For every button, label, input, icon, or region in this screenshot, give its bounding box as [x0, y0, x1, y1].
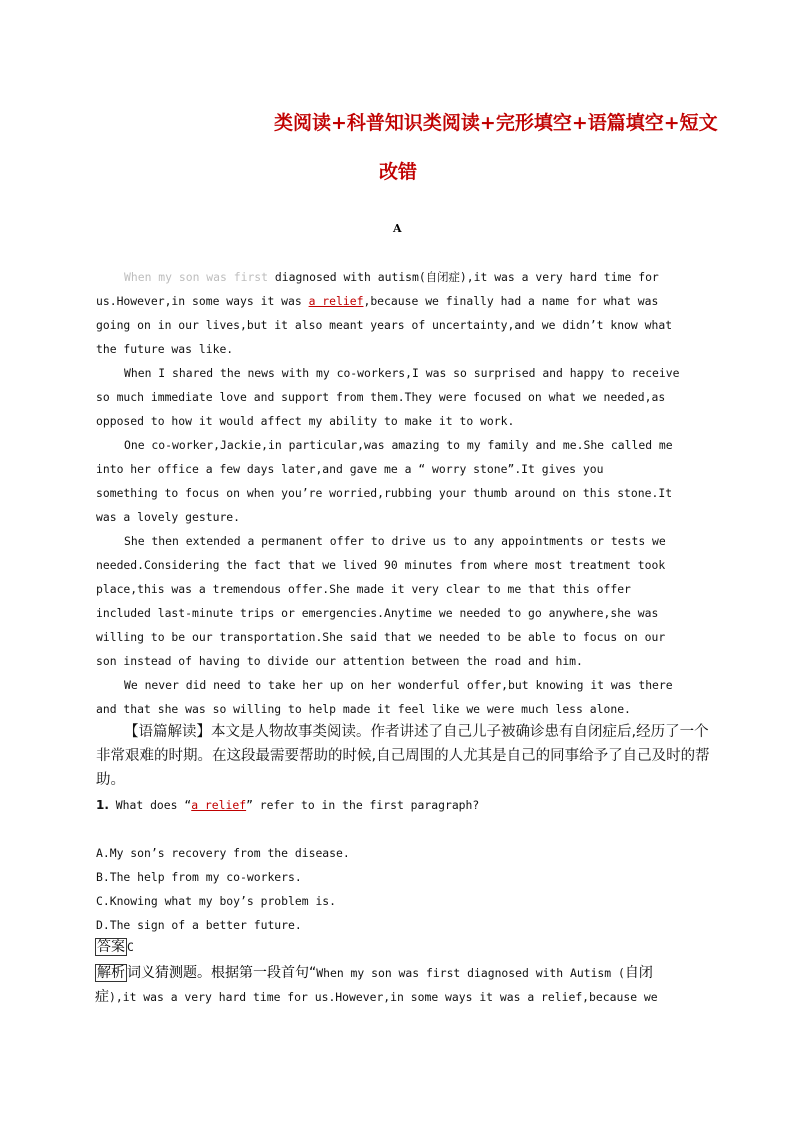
analysis-line: 助。 [96, 772, 125, 788]
paragraph-line: needed.Considering the fact that we lived 90 minutes from where most treatment took [96, 558, 666, 572]
paragraph-line: the future was like. [96, 342, 234, 356]
passage-paragraph-2 [96, 361, 696, 433]
paragraph-line: opposed to how it would affect my ability to make it to work. [96, 414, 515, 428]
answer-value: C [127, 940, 134, 954]
title-text: 类阅读+科普知识类阅读+完形填空+语篇填空+短文 [274, 112, 718, 134]
document-title-line-1 [274, 108, 718, 135]
paragraph-line: so much immediate love and support from them.They were focused on what we needed,as [96, 390, 666, 404]
passage-paragraph-3 [96, 433, 696, 529]
analysis-line: 非常艰难的时期。在这段最需要帮助的时候,自己周围的人尤其是自己的同事给予了自己及时的帮 [96, 748, 710, 764]
passage-paragraph-5 [96, 673, 696, 721]
answer-label: 答案 [97, 939, 125, 955]
paragraph-line: One co-worker,Jackie,in particular,was amazing to my family and me.She called me [124, 438, 673, 452]
explanation-line: 症),it was a very hard time for us.However,in some ways it was a relief,because we [95, 989, 658, 1005]
paragraph-line: son instead of having to divide our attention between the road and him. [96, 654, 583, 668]
paragraph-line: place,this was a tremendous offer.She made it very clear to me that this offer [96, 582, 631, 596]
paragraph-line: us.However,in some ways it was a relief,because we finally had a name for what was [96, 294, 659, 308]
explanation [95, 961, 695, 1009]
paragraph-line: We never did need to take her up on her wonderful offer,but knowing it was there [124, 678, 673, 692]
paragraph-line: willing to be our transportation.She said that we needed to be able to focus on our [96, 630, 666, 644]
paragraph-line: and that she was so willing to help made it feel like we were much less alone. [96, 702, 631, 716]
explanation-line: 解析 词义猜测题。根据第一段首句“When my son was first diagnosed with Autism (自闭 [97, 965, 653, 981]
question-highlight: a relief [191, 798, 247, 812]
question-number: 1. [96, 798, 109, 812]
analysis-line: 【语篇解读】本文是人物故事类阅读。作者讲述了自己儿子被确诊患有自闭症后,经历了一个 [124, 724, 709, 740]
section-label: A [393, 222, 402, 235]
paragraph-line: included last-minute trips or emergencies.Anytime we needed to go anywhere,she was [96, 606, 659, 620]
passage-paragraph-4 [96, 529, 696, 673]
document-title-line-2: 改错 [379, 161, 418, 183]
paragraph-line: into her office a few days later,and gave me a “ worry stone”.It gives you [96, 462, 604, 476]
paragraph-line: When I shared the news with my co-workers,I was so surprised and happy to receive [124, 366, 680, 380]
option-d[interactable]: D.The sign of a better future. [96, 918, 302, 932]
option-c[interactable]: C.Knowing what my boy’s problem is. [96, 894, 337, 908]
explanation-label: 解析 [97, 965, 125, 981]
passage-paragraph-1 [96, 265, 696, 361]
option-b[interactable]: B.The help from my co-workers. [96, 870, 302, 884]
highlighted-phrase: a relief [308, 294, 364, 308]
passage-analysis [96, 720, 710, 792]
paragraph-line: was a lovely gesture. [96, 510, 241, 524]
paragraph-line: When my son was first diagnosed with autism(自闭症),it was a very hard time for [124, 270, 659, 284]
option-a[interactable]: A.My son’s recovery from the disease. [96, 846, 350, 860]
paragraph-line: going on in our lives,but it also meant years of uncertainty,and we didn’t know what [96, 318, 673, 332]
paragraph-line: something to focus on when you’re worried,rubbing your thumb around on this stone.It [96, 486, 673, 500]
paragraph-line: She then extended a permanent offer to drive us to any appointments or tests we [124, 534, 666, 548]
answer-row [95, 938, 134, 956]
question-1: 1. What does “a relief” refer to in the first paragraph? [96, 798, 480, 812]
faded-text: When my son was first [124, 270, 269, 284]
